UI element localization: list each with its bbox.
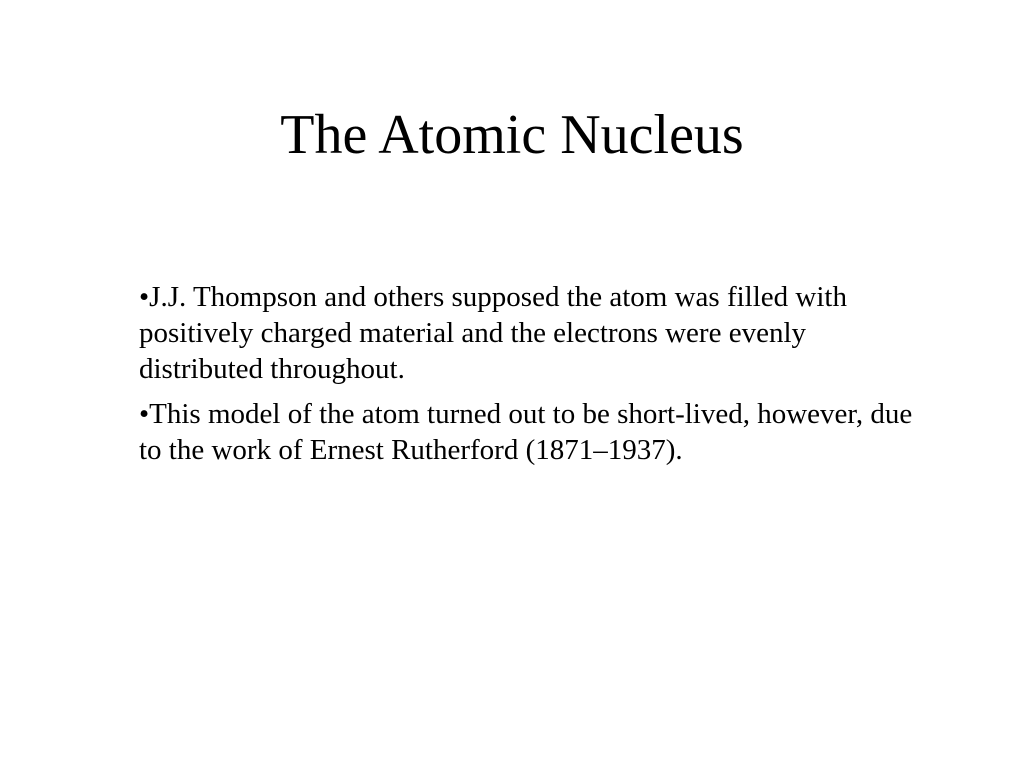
bullet-item: •This model of the atom turned out to be short-lived, however, due to the work of Ernest Rutherford (1871–1937). [139,398,913,466]
bullet-item: •J.J. Thompson and others supposed the atom was filled with positively charged material and the electrons were evenly distributed throughout. [139,281,847,385]
slide-title: The Atomic Nucleus [280,104,744,166]
slide-body [139,279,919,477]
